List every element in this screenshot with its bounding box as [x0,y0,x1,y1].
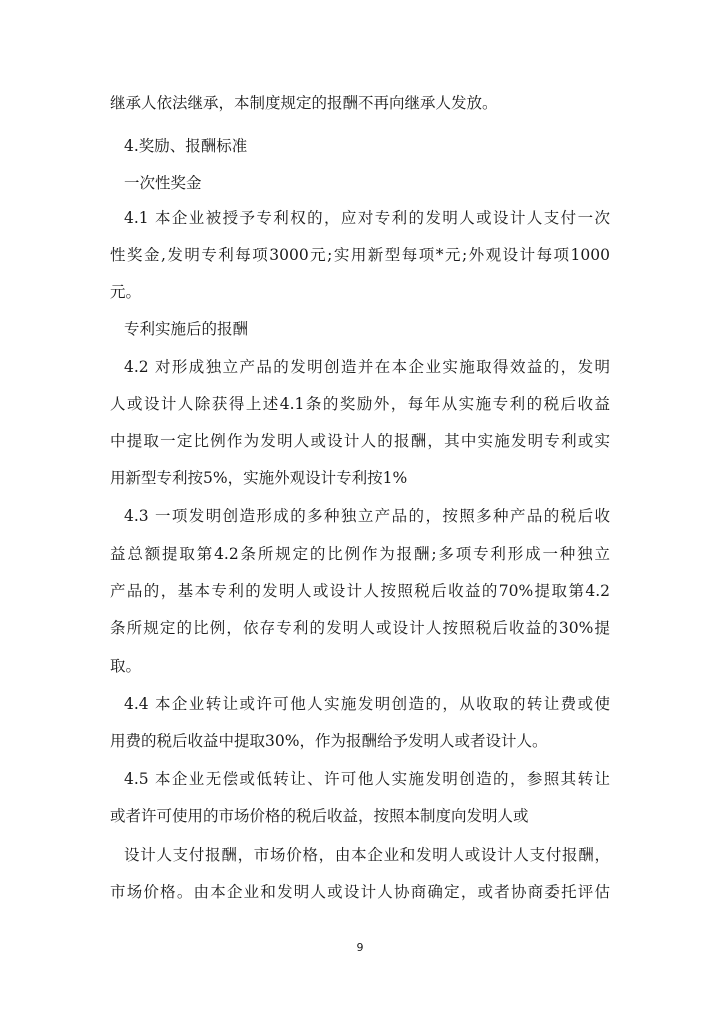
text-line: 人或设计人除获得上述4.1条的奖励外，每年从实施专利的税后收益 [110,395,610,413]
text-line: 用费的税后收益中提取30%，作为报酬给予发明人或者设计人。 [110,732,548,750]
text-line: 或者许可使用的市场价格的税后收益，按照本制度向发明人或 [110,807,529,825]
text-line: 取。 [110,657,142,675]
text-line: 继承人依法继承，本制度规定的报酬不再向继承人发放。 [110,94,498,112]
text-line: 用新型专利按5%，实施外观设计专利按1% [110,469,408,487]
text-line: 产品的，基本专利的发明人或设计人按照税后收益的70%提取第4.2 [110,582,610,600]
text-line: 益总额提取第4.2条所规定的比例作为报酬;多项专利形成一种独立 [110,545,610,563]
subsection-heading: 一次性奖金 [124,174,202,192]
text-line: 4.2 对形成独立产品的发明创造并在本企业实施取得效益的，发明 [124,358,610,376]
text-line: 4.5 本企业无偿或低转让、许可他人实施发明创造的，参照其转让 [124,770,610,788]
subsection-heading: 专利实施后的报酬 [124,320,249,338]
page-number: 9 [356,941,364,954]
text-line: 性奖金,发明专利每项3000元;实用新型每项*元;外观设计每项1000 [110,246,610,264]
text-line: 设计人支付报酬，市场价格，由本企业和发明人或设计人支付报酬， [124,846,610,864]
text-line: 元。 [110,283,142,301]
section-heading: 4.奖励、报酬标准 [124,137,248,155]
text-line: 中提取一定比例作为发明人或设计人的报酬，其中实施发明专利或实 [110,432,610,450]
text-line: 条所规定的比例，依存专利的发明人或设计人按照税后收益的30%提 [110,619,610,637]
text-line: 4.1 本企业被授予专利权的，应对专利的发明人或设计人支付一次 [124,209,610,227]
text-line: 市场价格。由本企业和发明人或设计人协商确定，或者协商委托评估 [110,883,610,901]
text-line: 4.4 本企业转让或许可他人实施发明创造的，从收取的转让费或使 [124,695,610,713]
text-line: 4.3 一项发明创造形成的多种独立产品的，按照多种产品的税后收 [124,507,610,525]
